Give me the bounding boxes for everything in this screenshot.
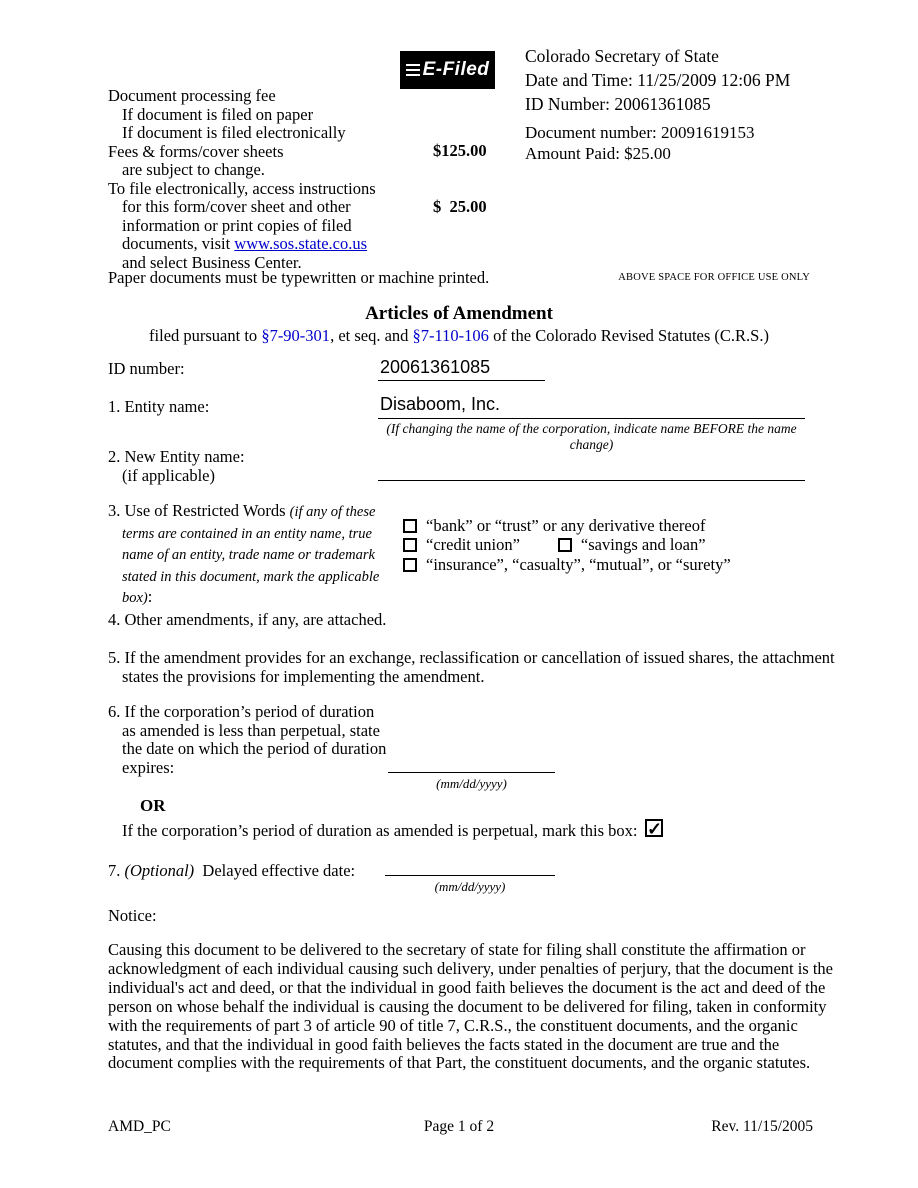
electronic-fee-amount: $ 25.00 bbox=[433, 196, 487, 216]
item5-line: states the provisions for implementing the amendment. bbox=[122, 667, 485, 686]
item7-optional: (Optional) bbox=[124, 861, 195, 880]
statute-link-7-90-301[interactable]: §7-90-301 bbox=[261, 326, 331, 345]
notice-label: Notice: bbox=[108, 906, 157, 925]
id-number-value: 20061361085 bbox=[380, 357, 491, 377]
restricted-words-options bbox=[403, 516, 731, 575]
fee-line: are subject to change. bbox=[122, 160, 265, 179]
fee-line: for this form/cover sheet and other bbox=[122, 197, 351, 216]
fee-line bbox=[108, 235, 376, 254]
bank-trust-label: “bank” or “trust” or any derivative thereof bbox=[426, 515, 706, 535]
id-number-field[interactable] bbox=[378, 357, 545, 381]
form-title: Articles of Amendment bbox=[365, 303, 553, 324]
fee-line-text: documents, visit bbox=[122, 234, 235, 253]
restricted-option-row bbox=[403, 536, 731, 556]
speed-lines-icon bbox=[406, 64, 420, 77]
office-use-note: ABOVE SPACE FOR OFFICE USE ONLY bbox=[618, 272, 810, 283]
notice-line: statutes, and that the individual in good faith believes the facts stated in the document are true and the bbox=[108, 1034, 780, 1054]
new-entity-name-field[interactable] bbox=[378, 458, 805, 481]
item6-line: 6. If the corporation’s period of duration bbox=[108, 702, 375, 721]
notice-line: document complies with the requirements of that Part, the constituent documents, and the organic statutes. bbox=[108, 1053, 811, 1073]
statute-link-7-110-106[interactable]: §7-110-106 bbox=[412, 326, 489, 345]
or-label: OR bbox=[140, 796, 166, 815]
subtitle-text: of the Colorado Revised Statutes (C.R.S.) bbox=[488, 326, 769, 345]
notice-paragraph bbox=[108, 941, 833, 1073]
restricted-option-row bbox=[403, 516, 731, 536]
item7-label bbox=[108, 861, 355, 881]
credit-union-checkbox[interactable] bbox=[403, 538, 417, 552]
fee-amounts bbox=[433, 105, 487, 253]
perpetual-duration-label: If the corporation’s period of duration as amended is perpetual, mark this box: bbox=[122, 821, 638, 840]
new-entity-name-label bbox=[108, 447, 245, 485]
fee-line: If document is filed on paper bbox=[122, 104, 314, 124]
form-code: AMD_PC bbox=[108, 1118, 171, 1135]
fee-line: To file electronically, access instructions bbox=[108, 178, 376, 198]
e-filed-badge-label: E-Filed bbox=[422, 59, 490, 80]
restricted-words-label bbox=[108, 501, 390, 609]
item6-line: the date on which the period of duration bbox=[122, 739, 387, 759]
item4-text: 4. Other amendments, if any, are attached. bbox=[108, 610, 387, 629]
item5-line: 5. If the amendment provides for an exchange, reclassification or cancellation of issued shares, the attachment bbox=[108, 648, 835, 667]
duration-expiry-date-field[interactable] bbox=[388, 752, 555, 773]
form-subtitle bbox=[0, 326, 918, 346]
sos-website-link[interactable]: www.sos.state.co.us bbox=[234, 234, 368, 253]
insurance-label: “insurance”, “casualty”, “mutual”, or “surety” bbox=[426, 554, 731, 574]
fee-info-block bbox=[108, 87, 376, 272]
savings-loan-checkbox[interactable] bbox=[558, 538, 572, 552]
fee-line: If document is filed electronically bbox=[122, 123, 346, 142]
perpetual-duration-checkbox[interactable] bbox=[645, 819, 663, 837]
notice-line: acknowledgment of each individual causing such delivery, under penalties of perjury, that the document is the bbox=[108, 958, 834, 978]
item6-line: expires: bbox=[122, 757, 175, 777]
item6-line: as amended is less than perpetual, state bbox=[122, 720, 380, 740]
notice-line: individual's act and deed, or that the individual in good faith believes the document is the act and deed of the bbox=[108, 977, 826, 997]
new-entity-name-sublabel: (if applicable) bbox=[122, 466, 215, 485]
delayed-date-format-hint: (mm/dd/yyyy) bbox=[434, 879, 506, 894]
new-entity-name-value bbox=[378, 458, 380, 478]
filing-stamp-block bbox=[525, 44, 790, 116]
restricted-words-label-italic: (if any of these terms are contained in an entity name, true name of an entity, trade name or trademark stated in this document, mark the applicable box) bbox=[122, 504, 380, 606]
filing-id-number: ID Number: 20061361085 bbox=[525, 94, 711, 114]
entity-name-label: 1. Entity name: bbox=[108, 397, 210, 416]
bank-trust-checkbox[interactable] bbox=[403, 519, 417, 533]
restricted-option-row bbox=[403, 555, 731, 575]
item7-text: Delayed effective date: bbox=[194, 861, 356, 880]
delayed-effective-date-field[interactable] bbox=[385, 854, 555, 876]
subtitle-text: filed pursuant to bbox=[149, 326, 262, 345]
notice-line: person on whose behalf the individual is causing the document to be delivered for filing, taken in conformity bbox=[108, 996, 827, 1016]
amount-paid: Amount Paid: $25.00 bbox=[525, 144, 671, 163]
paper-fee-amount: $125.00 bbox=[433, 141, 487, 160]
restricted-words-label-roman: 3. Use of Restricted Words bbox=[108, 501, 290, 520]
e-filed-badge bbox=[400, 51, 495, 89]
notice-line: Causing this document to be delivered to the secretary of state for filing shall constitute the affirmation or bbox=[108, 940, 806, 959]
item5-text bbox=[108, 648, 835, 686]
credit-union-label: “credit union” bbox=[426, 535, 520, 555]
entity-name-field[interactable] bbox=[378, 394, 805, 419]
entity-name-value: Disaboom, Inc. bbox=[380, 394, 501, 414]
fee-line: information or print copies of filed bbox=[122, 215, 352, 235]
fee-line: and select Business Center. bbox=[122, 252, 302, 272]
fee-line: Document processing fee bbox=[108, 86, 276, 105]
revision-date: Rev. 11/15/2005 bbox=[711, 1118, 813, 1135]
item6-label bbox=[108, 703, 386, 777]
fee-line: Fees & forms/cover sheets bbox=[108, 141, 284, 161]
savings-loan-label: “savings and loan” bbox=[580, 535, 706, 555]
filing-document-block bbox=[525, 122, 754, 164]
filing-datetime: Date and Time: 11/25/2009 12:06 PM bbox=[525, 70, 791, 90]
paper-documents-note: Paper documents must be typewritten or machine printed. bbox=[108, 268, 490, 287]
insurance-checkbox[interactable] bbox=[403, 558, 417, 572]
item7-number: 7. bbox=[108, 861, 125, 880]
notice-line: with the requirements of part 3 of article 90 of title 7, C.R.S., the constituent documents, and the organic bbox=[108, 1015, 798, 1035]
restricted-words-label-colon: : bbox=[147, 587, 153, 606]
id-number-label: ID number: bbox=[108, 359, 185, 378]
entity-name-note: (If changing the name of the corporation, indicate name BEFORE the name change) bbox=[386, 421, 797, 452]
agency-name: Colorado Secretary of State bbox=[525, 46, 719, 66]
duration-date-format-hint: (mm/dd/yyyy) bbox=[436, 776, 507, 791]
subtitle-text: , et seq. and bbox=[330, 326, 413, 345]
document-number: Document number: 20091619153 bbox=[525, 123, 755, 142]
page-number: Page 1 of 2 bbox=[423, 1118, 495, 1135]
new-entity-name-label-line: 2. New Entity name: bbox=[108, 447, 245, 466]
